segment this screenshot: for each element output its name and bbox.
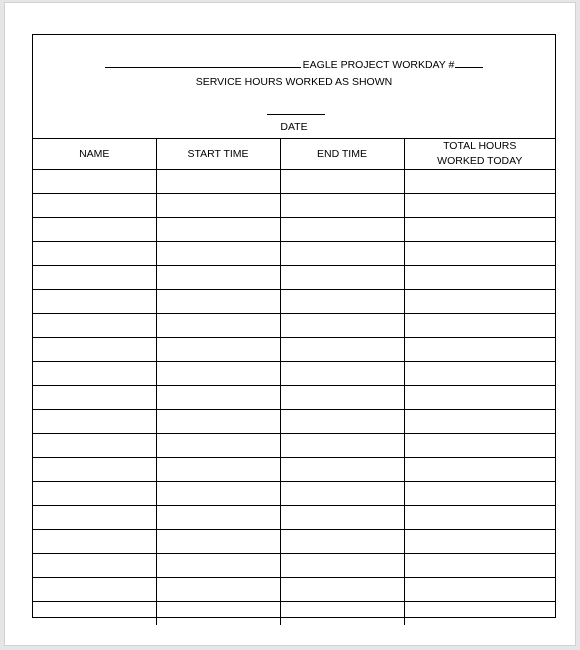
start-time-cell[interactable] bbox=[156, 482, 280, 506]
total-hours-cell[interactable] bbox=[404, 386, 555, 410]
date-label: DATE bbox=[280, 121, 308, 133]
name-cell[interactable] bbox=[33, 218, 156, 242]
column-header-end-time: END TIME bbox=[280, 139, 404, 170]
table-row bbox=[33, 410, 555, 434]
name-cell[interactable] bbox=[33, 362, 156, 386]
table-row bbox=[33, 314, 555, 338]
table-row bbox=[33, 290, 555, 314]
table-body bbox=[33, 170, 555, 626]
total-hours-cell[interactable] bbox=[404, 554, 555, 578]
end-time-cell[interactable] bbox=[280, 290, 404, 314]
total-hours-cell[interactable] bbox=[404, 218, 555, 242]
end-time-cell[interactable] bbox=[280, 362, 404, 386]
name-cell[interactable] bbox=[33, 290, 156, 314]
table-row bbox=[33, 266, 555, 290]
start-time-cell[interactable] bbox=[156, 578, 280, 602]
start-time-cell[interactable] bbox=[156, 170, 280, 194]
table-row bbox=[33, 578, 555, 602]
start-time-cell[interactable] bbox=[156, 602, 280, 626]
name-cell[interactable] bbox=[33, 194, 156, 218]
total-hours-cell[interactable] bbox=[404, 530, 555, 554]
total-hours-cell[interactable] bbox=[404, 410, 555, 434]
start-time-cell[interactable] bbox=[156, 338, 280, 362]
end-time-cell[interactable] bbox=[280, 218, 404, 242]
total-hours-cell[interactable] bbox=[404, 266, 555, 290]
total-hours-cell[interactable] bbox=[404, 578, 555, 602]
name-cell[interactable] bbox=[33, 266, 156, 290]
form-title: EAGLE PROJECT WORKDAY # bbox=[302, 59, 455, 71]
table-header-row bbox=[33, 139, 555, 170]
end-time-cell[interactable] bbox=[280, 410, 404, 434]
end-time-cell[interactable] bbox=[280, 194, 404, 218]
start-time-cell[interactable] bbox=[156, 314, 280, 338]
table-row bbox=[33, 338, 555, 362]
end-time-cell[interactable] bbox=[280, 554, 404, 578]
name-cell[interactable] bbox=[33, 314, 156, 338]
total-hours-cell[interactable] bbox=[404, 314, 555, 338]
start-time-cell[interactable] bbox=[156, 530, 280, 554]
form-subtitle: SERVICE HOURS WORKED AS SHOWN bbox=[195, 76, 393, 88]
start-time-cell[interactable] bbox=[156, 554, 280, 578]
form-header bbox=[33, 35, 555, 139]
total-hours-cell[interactable] bbox=[404, 242, 555, 266]
project-name-blank[interactable] bbox=[105, 56, 301, 68]
start-time-cell[interactable] bbox=[156, 266, 280, 290]
total-hours-cell[interactable] bbox=[404, 362, 555, 386]
column-header-start-time: START TIME bbox=[156, 139, 280, 170]
end-time-cell[interactable] bbox=[280, 266, 404, 290]
total-hours-cell[interactable] bbox=[404, 482, 555, 506]
total-hours-cell[interactable] bbox=[404, 194, 555, 218]
table-row bbox=[33, 458, 555, 482]
date-blank[interactable] bbox=[267, 103, 325, 115]
start-time-cell[interactable] bbox=[156, 290, 280, 314]
name-cell[interactable] bbox=[33, 410, 156, 434]
total-hours-cell[interactable] bbox=[404, 290, 555, 314]
end-time-cell[interactable] bbox=[280, 434, 404, 458]
name-cell[interactable] bbox=[33, 506, 156, 530]
end-time-cell[interactable] bbox=[280, 458, 404, 482]
end-time-cell[interactable] bbox=[280, 578, 404, 602]
table-row bbox=[33, 554, 555, 578]
name-cell[interactable] bbox=[33, 482, 156, 506]
total-hours-line-2: WORKED TODAY bbox=[437, 155, 523, 167]
start-time-cell[interactable] bbox=[156, 194, 280, 218]
end-time-cell[interactable] bbox=[280, 386, 404, 410]
name-cell[interactable] bbox=[33, 434, 156, 458]
document-page bbox=[4, 2, 576, 646]
name-cell[interactable] bbox=[33, 386, 156, 410]
start-time-cell[interactable] bbox=[156, 242, 280, 266]
table-row bbox=[33, 362, 555, 386]
start-time-cell[interactable] bbox=[156, 434, 280, 458]
total-hours-cell[interactable] bbox=[404, 506, 555, 530]
end-time-cell[interactable] bbox=[280, 242, 404, 266]
date-blank-line bbox=[33, 103, 555, 118]
total-hours-cell[interactable] bbox=[404, 434, 555, 458]
name-cell[interactable] bbox=[33, 530, 156, 554]
name-cell[interactable] bbox=[33, 458, 156, 482]
end-time-cell[interactable] bbox=[280, 170, 404, 194]
total-hours-cell[interactable] bbox=[404, 338, 555, 362]
total-hours-cell[interactable] bbox=[404, 458, 555, 482]
end-time-cell[interactable] bbox=[280, 338, 404, 362]
end-time-cell[interactable] bbox=[280, 482, 404, 506]
start-time-cell[interactable] bbox=[156, 218, 280, 242]
name-cell[interactable] bbox=[33, 338, 156, 362]
table-row bbox=[33, 506, 555, 530]
table-row bbox=[33, 482, 555, 506]
name-cell[interactable] bbox=[33, 170, 156, 194]
name-cell[interactable] bbox=[33, 242, 156, 266]
end-time-cell[interactable] bbox=[280, 530, 404, 554]
name-cell[interactable] bbox=[33, 602, 156, 626]
start-time-cell[interactable] bbox=[156, 362, 280, 386]
start-time-cell[interactable] bbox=[156, 506, 280, 530]
table-row bbox=[33, 170, 555, 194]
hours-table bbox=[33, 139, 555, 625]
end-time-cell[interactable] bbox=[280, 314, 404, 338]
end-time-cell[interactable] bbox=[280, 602, 404, 626]
total-hours-cell[interactable] bbox=[404, 170, 555, 194]
table-row bbox=[33, 242, 555, 266]
end-time-cell[interactable] bbox=[280, 506, 404, 530]
start-time-cell[interactable] bbox=[156, 458, 280, 482]
workday-number-blank[interactable] bbox=[455, 56, 483, 68]
workday-form bbox=[32, 34, 556, 618]
start-time-cell[interactable] bbox=[156, 386, 280, 410]
table-row bbox=[33, 434, 555, 458]
table-row bbox=[33, 602, 555, 626]
name-cell[interactable] bbox=[33, 578, 156, 602]
table-row bbox=[33, 194, 555, 218]
total-hours-line-1: TOTAL HOURS bbox=[443, 140, 517, 152]
form-title-line bbox=[33, 56, 555, 71]
total-hours-cell[interactable] bbox=[404, 602, 555, 626]
column-header-total-hours bbox=[404, 139, 555, 170]
table-row bbox=[33, 530, 555, 554]
table-row bbox=[33, 218, 555, 242]
table-row bbox=[33, 386, 555, 410]
name-cell[interactable] bbox=[33, 554, 156, 578]
column-header-name: NAME bbox=[33, 139, 156, 170]
start-time-cell[interactable] bbox=[156, 410, 280, 434]
